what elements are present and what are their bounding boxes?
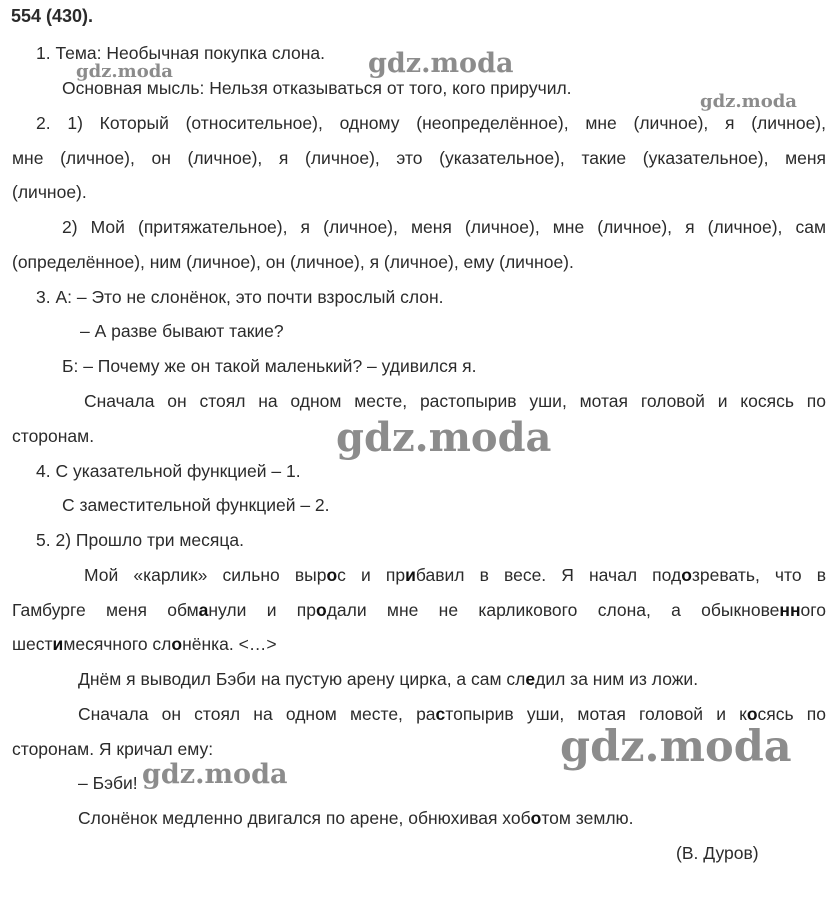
item1-main-idea: Основная мысль: Нельзя отказываться от того, кого приручил. bbox=[62, 78, 572, 98]
watermark: gdz.moda bbox=[560, 722, 792, 772]
item5-paragraph7: – Бэби! bbox=[78, 773, 138, 793]
item5-paragraph6: сторонам. Я кричал ему: bbox=[12, 739, 214, 759]
item3-line4: Сначала он стоял на одном месте, растопырив уши, мотая головой и косясь по bbox=[84, 391, 826, 411]
item5-paragraph1: Мой «карлик» сильно вырос и прибавил в весе. Я начал подозревать, что в bbox=[84, 565, 826, 585]
item5-paragraph5: Сначала он стоял на одном месте, растопырив уши, мотая головой и косясь по bbox=[78, 704, 826, 724]
author-attribution: (В. Дуров) bbox=[676, 843, 759, 863]
item5-paragraph3: шестимесячного слонёнка. <…> bbox=[12, 634, 277, 654]
item5-paragraph2: Гамбурге меня обманули и продали мне не карликового слона, а обыкновенного bbox=[12, 600, 827, 620]
item2-part2-line2: (определённое), ним (личное), он (личное), я (личное), ему (личное). bbox=[12, 252, 574, 272]
watermark: gdz.moda bbox=[76, 61, 173, 82]
item2-part2-line1: 2) Мой (притяжательное), я (личное), меня (личное), мне (личное), я (личное), сам bbox=[62, 217, 826, 237]
watermark: gdz.moda bbox=[700, 91, 797, 112]
item3-line3: Б: – Почему же он такой маленький? – удивился я. bbox=[62, 356, 477, 376]
item5-paragraph8: Слонёнок медленно двигался по арене, обнюхивая хоботом землю. bbox=[78, 808, 634, 828]
item3-line1: 3. А: – Это не слонёнок, это почти взрослый слон. bbox=[36, 287, 444, 307]
item1-topic: 1. Тема: Необычная покупка слона. bbox=[36, 43, 326, 63]
item5-paragraph4: Днём я выводил Бэби на пустую арену цирка, а сам следил за ним из ложи. bbox=[78, 669, 699, 689]
watermark: gdz.moda bbox=[336, 414, 552, 461]
item4-line1: 4. С указательной функцией – 1. bbox=[36, 461, 301, 481]
item3-line5: сторонам. bbox=[12, 426, 95, 446]
item5-line1: 5. 2) Прошло три месяца. bbox=[36, 530, 244, 550]
exercise-number: 554 (430). bbox=[11, 6, 94, 26]
watermark: gdz.moda bbox=[368, 48, 514, 79]
item2-part1-line2: мне (личное), он (личное), я (личное), это (указательное), такие (указательное), меня bbox=[12, 148, 826, 168]
item2-part1-line1: 2. 1) Который (относительное), одному (неопределённое), мне (личное), я (личное), bbox=[36, 113, 826, 133]
watermark: gdz.moda bbox=[142, 759, 288, 790]
item2-part1-line3: (личное). bbox=[12, 182, 87, 202]
item4-line2: С заместительной функцией – 2. bbox=[62, 495, 330, 515]
item3-line2: – А разве бывают такие? bbox=[80, 321, 284, 341]
